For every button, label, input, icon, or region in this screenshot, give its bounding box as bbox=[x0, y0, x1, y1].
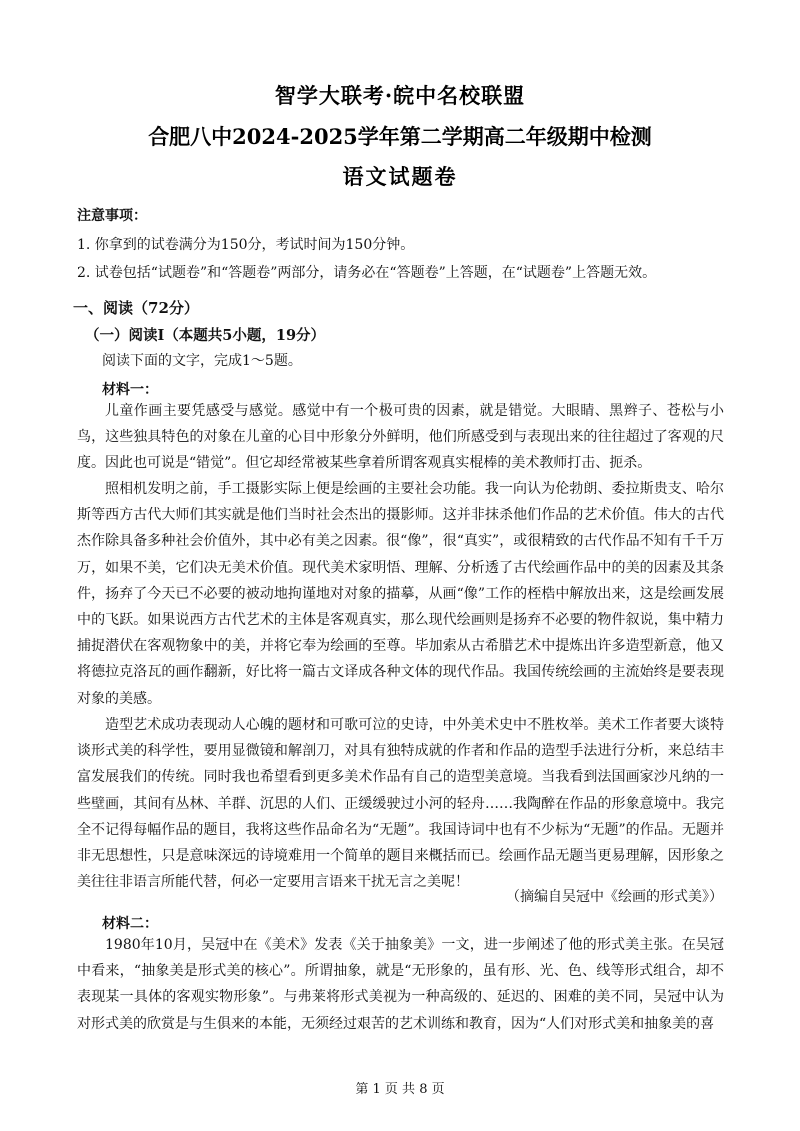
exam-subject-title: 语文试题卷 bbox=[342, 164, 458, 189]
material-two-label: 材料二： bbox=[102, 916, 158, 932]
notice-item: 1. 你拿到的试卷满分为150分，考试时间为150分钟。 bbox=[77, 237, 415, 253]
material-two-paragraph: 1980年10月，吴冠中在《美术》发表《关于抽象美》一文，进一步阐述了他的形式美主张。在吴冠中看来，“抽象美是形式美的核心”。所谓抽象，就是“无形象的，虽有形、光、色、线等形式组合，却不表现某一具体的客观实物形象”。与弗莱将形式美视为一种高级的、延迟的、困难的美不同，吴冠中认为对形式美的欣赏是与生俱来的本能，无须经过艰苦的艺术训练和教育，因为“人们对形式美和抽象美的喜 bbox=[77, 937, 724, 1032]
subsection-heading: （一）阅读Ⅰ（本题共5小题，19分） bbox=[85, 327, 326, 344]
page-number: 第 1 页 共 8 页 bbox=[355, 1082, 445, 1097]
material-one-label: 材料一： bbox=[102, 382, 158, 398]
material-one-source: （摘编自吴冠中《绘画的形式美》） bbox=[506, 889, 723, 905]
material-one-paragraph: 照相机发明之前，手工摄影实际上便是绘画的主要社会功能。我一向认为伦勃朗、委拉斯贵支、哈尔斯等西方古代大师们其实就是他们当时社会杰出的摄影师。这并非抹杀他们作品的艺术价值。伟大的古代杰作除具备多种社会价值外，其中必有美之因素。很“像”，很“真实”，或很精致的古代作品不知有千千万万，如果不美，它们决无美术价值。现代美术家明悟、理解、分析透了古代绘画作品中的美的因素及其条件，扬弃了今天已不必要的被动地拘谨地对对象的描摹，从画“像”工作的桎梏中解放出来，这是绘画发展中的飞跃。如果说西方古代艺术的主体是客观真实，那么现代绘画则是扬弃不必要的物件叙说，集中精力捕捉潜伏在客观物象中的美，并将它奉为绘画的至尊。毕加索从古希腊艺术中提炼出许多造型新意，他又将德拉克洛瓦的画作翻新，好比将一篇古文译成各种文体的现代作品。我国传统绘画的主流始终是要表现对象的美感。 bbox=[77, 481, 724, 707]
material-one-paragraph: 造型艺术成功表现动人心魄的题材和可歌可泣的史诗，中外美术史中不胜枚举。美术工作者要大谈特谈形式美的科学性，要用显微镜和解剖刀，对具有独特成就的作者和作品的造型手法进行分析，来总结丰富发展我们的传统。同时我也希望看到更多美术作品有自己的造型美意境。当我看到法国画家沙凡纳的一些壁画，其间有丛林、羊群、沉思的人们、正缓缓驶过小河的轻舟……我陶醉在作品的形象意境中。我完全不记得每幅作品的题目，我将这些作品命名为“无题”。我国诗词中也有不少标为“无题”的作品。无题并非无思想性，只是意味深远的诗境难用一个简单的题目来概括而已。绘画作品无题当更易理解，因形象之美往往非语言所能代替，何必一定要用言语来干扰无言之美呢！ bbox=[77, 717, 724, 891]
notice-item: 2. 试卷包括“试题卷”和“答题卷”两部分，请务必在“答题卷”上答题，在“试题卷”上答题无效。 bbox=[77, 265, 657, 281]
material-one-paragraph: 儿童作画主要凭感受与感觉。感觉中有一个极可贵的因素，就是错觉。大眼睛、黑辫子、苍松与小鸟，这些独具特色的对象在儿童的心目中形象分外鲜明，他们所感受到与表现出来的往往超过了客观的尺度。因此也可说是“错觉”。但它却经常被某些拿着所谓客观真实棍棒的美术教师打击、扼杀。 bbox=[77, 403, 724, 472]
reading-instruction: 阅读下面的文字，完成1～5题。 bbox=[102, 353, 302, 369]
exam-union-title: 智学大联考·皖中名校联盟 bbox=[274, 83, 526, 108]
section-heading: 一、阅读（72分） bbox=[73, 299, 199, 317]
exam-school-title: 合肥八中2024-2025学年第二学期高二年级期中检测 bbox=[148, 124, 652, 149]
notice-heading: 注意事项： bbox=[77, 208, 147, 224]
